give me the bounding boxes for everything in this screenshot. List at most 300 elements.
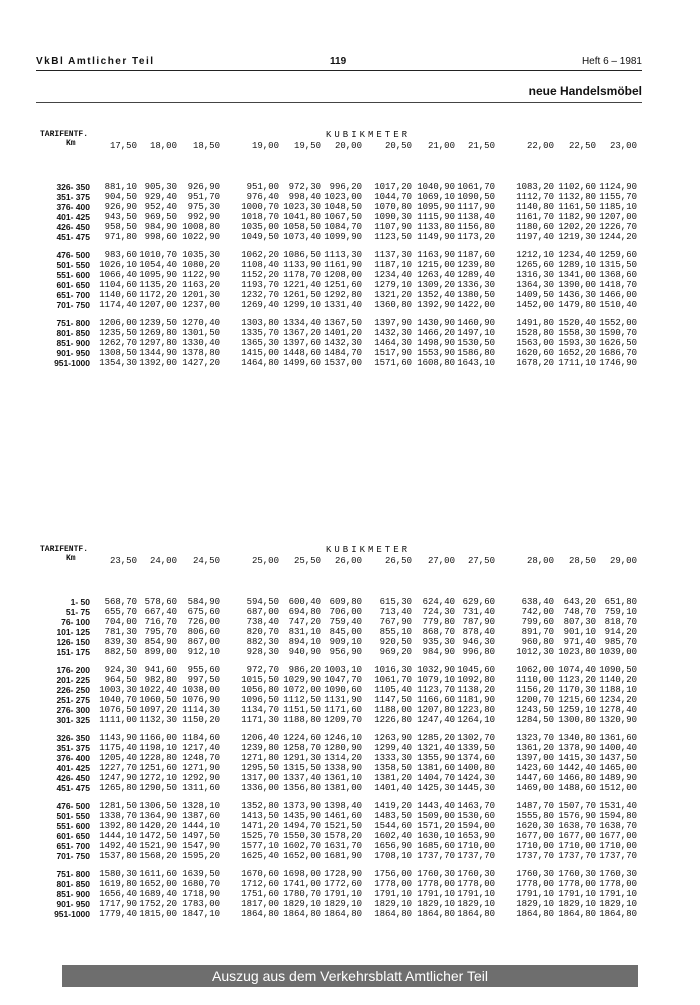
rate-cell: 1207,00 [139,300,177,310]
rate-cell: 1620,30 [516,821,554,831]
rate-cell: 1337,40 [283,773,321,783]
rate-cell: 1760,30 [457,869,495,879]
km-range: 1- 50 [70,597,90,607]
value-column [443,597,495,919]
rate-cell: 1341,00 [558,270,596,280]
rate-cell: 1712,60 [241,879,279,889]
rate-cell: 1626,50 [599,338,637,348]
rate-cell: 1314,20 [324,753,362,763]
rate-cell: 1608,80 [417,358,455,368]
rate-cell: 1140,80 [516,202,554,212]
rate-cell: 1015,50 [241,675,279,685]
rate-cell: 1445,30 [457,783,495,793]
rate-cell: 1026,10 [99,260,137,270]
rate-cell: 1226,70 [599,222,637,232]
rate-cell: 738,40 [246,617,279,627]
rate-cell: 1123,70 [417,685,455,695]
rate-cell: 1333,30 [374,753,412,763]
rate-cell: 1444,10 [99,831,137,841]
rate-cell: 1018,70 [241,212,279,222]
rate-cell: 1070,80 [374,202,412,212]
rate-cell: 1328,10 [182,801,220,811]
rate-cell: 1193,70 [241,280,279,290]
rate-cell: 984,90 [422,647,455,657]
rate-cell: 1309,20 [417,280,455,290]
range-column [40,182,90,368]
rate-cell: 1022,90 [182,232,220,242]
rate-cell: 1090,50 [599,665,637,675]
rate-cell: 1315,50 [283,763,321,773]
group-gap [310,657,362,665]
rate-cell: 1048,50 [324,202,362,212]
km-range: 476- 500 [56,801,90,811]
rate-cell: 1415,00 [241,348,279,358]
rate-cell: 1550,30 [283,831,321,841]
rate-cell: 1469,00 [516,783,554,793]
rate-cell: 1680,70 [182,879,220,889]
rate-cell: 1685,60 [417,841,455,851]
rate-cell: 1681,90 [324,851,362,861]
rate-cell: 972,70 [246,665,279,675]
rate-cell: 1578,20 [324,831,362,841]
rate-cell: 1537,80 [99,851,137,861]
rate-cell: 905,30 [144,182,177,192]
rate-cell: 1364,30 [516,280,554,290]
rate-cell: 1292,80 [324,290,362,300]
rate-cell: 1138,20 [457,685,495,695]
rate-cell: 1576,90 [558,811,596,821]
group-gap [310,861,362,869]
rate-cell: 1278,40 [599,705,637,715]
rate-cell: 1265,60 [516,260,554,270]
rate-cell: 1032,90 [417,665,455,675]
rate-cell: 1751,60 [241,889,279,899]
rate-cell: 1269,40 [241,300,279,310]
rate-cell: 1175,40 [99,743,137,753]
rate-cell: 1202,20 [558,222,596,232]
rate-cell: 1484,70 [324,348,362,358]
rate-cell: 1442,40 [558,763,596,773]
rate-cell: 651,80 [604,597,637,607]
rate-cell: 1035,00 [241,222,279,232]
rate-cell: 1117,90 [457,202,495,212]
rate-cell: 1228,80 [139,753,177,763]
km-range: 601- 650 [56,831,90,841]
rate-cell: 742,00 [521,607,554,617]
km-range: 276- 300 [56,705,90,715]
rate-cell: 1265,80 [99,783,137,793]
value-column [585,597,637,919]
column-header: 25,50 [293,556,321,566]
rate-cell: 960,80 [521,637,554,647]
rate-cell: 1289,40 [457,270,495,280]
rate-cell: 594,50 [246,597,279,607]
rate-cell: 1355,90 [417,753,455,763]
rate-cell: 904,50 [104,192,137,202]
rate-cell: 1124,90 [599,182,637,192]
rate-cell: 1791,10 [558,889,596,899]
rate-cell: 845,00 [329,627,362,637]
rate-cell: 926,90 [187,182,220,192]
rate-cell: 1378,90 [558,743,596,753]
rate-cell: 998,40 [288,192,321,202]
rate-cell: 1864,80 [457,909,495,919]
rate-cell: 1270,40 [182,318,220,328]
rate-cell: 1378,80 [182,348,220,358]
rate-cell: 1352,40 [417,290,455,300]
rate-cell: 1151,50 [283,705,321,715]
rate-cell: 1306,50 [139,801,177,811]
rate-cell: 1083,20 [516,182,554,192]
issue-label: Heft 6 – 1981 [581,56,642,67]
tarif-label [40,545,88,563]
rate-cell: 1300,80 [558,715,596,725]
rate-cell: 1507,70 [558,801,596,811]
rate-cell: 1090,30 [374,212,412,222]
rate-cell: 951,70 [187,192,220,202]
rate-cell: 1338,90 [324,763,362,773]
km-range: 426- 450 [56,222,90,232]
rate-cell: 1076,50 [99,705,137,715]
rate-cell: 1737,70 [558,851,596,861]
column-header: 24,50 [192,556,220,566]
rate-cell: 1123,50 [374,232,412,242]
rate-cell: 1269,80 [139,328,177,338]
rate-cell: 1171,30 [241,715,279,725]
rate-cell: 1571,20 [417,821,455,831]
rate-cell: 795,70 [144,627,177,637]
section-title: neue Handelsmöbel [528,84,642,98]
rate-cell: 1184,60 [182,733,220,743]
rate-cell: 1620,60 [516,348,554,358]
rate-cell: 1381,60 [417,763,455,773]
rate-cell: 1639,50 [182,869,220,879]
rate-cell: 1114,30 [182,705,220,715]
rate-cell: 1447,60 [516,773,554,783]
rate-cell: 1531,40 [599,801,637,811]
rate-cell: 1418,70 [599,280,637,290]
rate-cell: 1778,00 [417,879,455,889]
rate-cell: 912,10 [187,647,220,657]
rate-cell: 1630,10 [417,831,455,841]
rate-cell: 946,30 [462,637,495,647]
rate-cell: 1829,10 [374,899,412,909]
footer-banner: Auszug aus dem Verkehrsblatt Amtlicher Teil [62,965,638,987]
rate-cell: 952,40 [144,202,177,212]
rate-cell: 1061,70 [374,675,412,685]
rate-cell: 1593,30 [558,338,596,348]
rate-cell: 920,50 [379,637,412,647]
rate-cell: 1172,20 [139,290,177,300]
rate-cell: 1247,90 [99,773,137,783]
rate-cell: 1010,70 [139,250,177,260]
rate-cell: 1227,70 [99,763,137,773]
rate-cell: 1291,30 [283,753,321,763]
rate-cell: 1022,40 [139,685,177,695]
km-range: 801- 850 [56,328,90,338]
km-range: 251- 275 [56,695,90,705]
rate-cell: 1420,20 [139,821,177,831]
rate-cell: 1321,20 [374,290,412,300]
rate-cell: 1316,30 [516,270,554,280]
rate-cell: 1095,90 [139,270,177,280]
rate-cell: 624,40 [422,597,455,607]
rate-cell: 713,40 [379,607,412,617]
km-range: 326- 350 [56,733,90,743]
column-header: 28,00 [526,556,554,566]
rate-cell: 1737,70 [599,851,637,861]
rate-cell: 1223,80 [457,705,495,715]
group-gap [310,793,362,801]
rate-cell: 1448,60 [283,348,321,358]
rate-cell: 1133,80 [417,222,455,232]
rate-cell: 1401,20 [324,328,362,338]
km-range: 176- 200 [56,665,90,675]
rate-cell: 1708,10 [374,851,412,861]
rate-cell: 1525,70 [241,831,279,841]
rate-cell: 964,50 [104,675,137,685]
rate-cell: 1097,20 [139,705,177,715]
rate-cell: 806,60 [187,627,220,637]
rate-cell: 655,70 [104,607,137,617]
column-header: 27,50 [467,556,495,566]
page-number: 119 [330,56,347,67]
km-range: 951-1000 [54,909,90,919]
rate-cell: 1079,10 [417,675,455,685]
km-range: 601- 650 [56,280,90,290]
rate-cell: 1207,00 [599,212,637,222]
rate-cell: 1239,80 [241,743,279,753]
rate-cell: 1321,40 [417,743,455,753]
rate-cell: 1197,40 [516,232,554,242]
rate-cell: 1188,80 [283,715,321,725]
rate-cell: 1829,10 [283,899,321,909]
rate-cell: 1205,40 [99,753,137,763]
rate-cell: 996,20 [329,182,362,192]
rate-cell: 799,60 [521,617,554,627]
rate-cell: 1530,60 [457,811,495,821]
group-gap [585,242,637,250]
rate-cell: 976,40 [246,192,279,202]
km-range: 651- 700 [56,290,90,300]
rate-cell: 1780,70 [283,889,321,899]
column-header: 18,00 [149,141,177,151]
rate-cell: 1602,70 [283,841,321,851]
rate-cell: 1586,80 [457,348,495,358]
rate-cell: 1652,20 [558,348,596,358]
rate-cell: 1698,00 [283,869,321,879]
rate-cell: 1483,50 [374,811,412,821]
rate-cell: 1778,00 [599,879,637,889]
rate-cell: 1791,10 [457,889,495,899]
rate-cell: 1398,40 [324,801,362,811]
rate-cell: 1652,00 [283,851,321,861]
km-range [40,725,90,733]
rate-cell: 1317,00 [241,773,279,783]
rate-cell: 1301,50 [182,328,220,338]
rate-cell: 1131,90 [324,695,362,705]
rate-cell: 724,30 [422,607,455,617]
rate-cell: 1594,00 [457,821,495,831]
rate-cell: 731,40 [462,607,495,617]
rate-cell: 1491,80 [516,318,554,328]
rate-cell: 1558,30 [558,328,596,338]
km-range: 201- 225 [56,675,90,685]
rate-cell: 882,50 [104,647,137,657]
rate-cell: 1791,10 [417,889,455,899]
rate-cell: 1791,10 [374,889,412,899]
rate-cell: 1331,40 [324,300,362,310]
group-gap [443,861,495,869]
rate-cell: 1425,30 [417,783,455,793]
group-gap [310,242,362,250]
rate-cell: 818,70 [604,617,637,627]
group-gap [443,793,495,801]
rate-cell: 1330,40 [182,338,220,348]
km-range: 651- 700 [56,841,90,851]
rate-cell: 1424,30 [457,773,495,783]
rate-cell: 1413,50 [241,811,279,821]
rate-cell: 894,10 [288,637,321,647]
km-range: 351- 375 [56,192,90,202]
rate-cell: 1472,50 [139,831,177,841]
rate-cell: 855,10 [379,627,412,637]
km-range: 751- 800 [56,869,90,879]
rate-cell: 1339,50 [457,743,495,753]
km-range: 326- 350 [56,182,90,192]
km-range: 951-1000 [54,358,90,368]
rate-cell: 1099,90 [324,232,362,242]
range-column [40,597,90,919]
rate-cell: 914,20 [604,627,637,637]
rate-cell: 1367,20 [283,328,321,338]
rate-cell: 1864,80 [516,909,554,919]
rate-cell: 1361,60 [599,733,637,743]
rate-cell: 1215,60 [558,695,596,705]
rate-cell: 1552,00 [599,318,637,328]
rate-cell: 997,50 [187,675,220,685]
km-range: 226- 250 [56,685,90,695]
rate-cell: 1140,20 [599,675,637,685]
rate-cell: 1112,50 [283,695,321,705]
km-range: 901- 950 [56,899,90,909]
rate-cell: 1677,00 [558,831,596,841]
column-header: 23,00 [609,141,637,151]
rate-cell: 779,80 [422,617,455,627]
rate-cell: 1096,50 [241,695,279,705]
rate-cell: 1512,00 [599,783,637,793]
rate-cell: 1354,30 [99,358,137,368]
rate-cell: 1381,20 [374,773,412,783]
rate-cell: 1289,10 [558,260,596,270]
rate-cell: 1271,90 [182,763,220,773]
tarif-label-text: TARIFENTF. [40,130,89,139]
rate-cell: 1122,90 [182,270,220,280]
rate-cell: 1427,20 [182,358,220,368]
rate-cell: 1258,70 [283,743,321,753]
value-column [168,597,220,919]
group-gap [168,861,220,869]
km-range: 901- 950 [56,348,90,358]
km-label: Km [66,554,76,563]
rate-cell: 1718,90 [182,889,220,899]
tarif-label-text: TARIFENTF. [40,545,89,554]
rate-cell: 1261,50 [283,290,321,300]
column-header: 23,50 [109,556,137,566]
rate-cell: 1465,00 [599,763,637,773]
rate-cell: 584,90 [187,597,220,607]
rate-cell: 1356,80 [283,783,321,793]
rate-cell: 1137,30 [374,250,412,260]
rate-cell: 1756,00 [374,869,412,879]
rate-cell: 1335,70 [241,328,279,338]
rate-cell: 747,20 [288,617,321,627]
rate-cell: 1198,10 [139,743,177,753]
rate-cell: 667,40 [144,607,177,617]
rate-cell: 1479,80 [558,300,596,310]
rate-cell: 1017,20 [374,182,412,192]
rate-cell: 1404,70 [417,773,455,783]
rate-cell: 1029,90 [283,675,321,685]
rate-cell: 1464,30 [374,338,412,348]
group-gap [585,657,637,665]
rate-cell: 1090,50 [457,192,495,202]
rate-cell: 1107,90 [374,222,412,232]
rate-cell: 1212,10 [516,250,554,260]
rate-cell: 1400,40 [599,743,637,753]
km-range: 126- 150 [56,637,90,647]
tarif-label [40,130,88,148]
rate-cell: 1272,10 [139,773,177,783]
rate-cell: 1132,80 [558,192,596,202]
rate-cell: 1380,50 [457,290,495,300]
rate-cell: 941,60 [144,665,177,675]
rate-cell: 1829,10 [599,899,637,909]
rate-cell: 1323,70 [516,733,554,743]
rate-cell: 1299,10 [283,300,321,310]
rate-cell: 1432,30 [324,338,362,348]
rate-cell: 675,60 [187,607,220,617]
rate-cell: 1061,70 [457,182,495,192]
rate-cell: 1143,90 [99,733,137,743]
rate-cell: 1471,20 [241,821,279,831]
group-gap [168,725,220,733]
rate-cell: 1422,00 [457,300,495,310]
rate-cell: 781,30 [104,627,137,637]
column-header: 17,50 [109,141,137,151]
rate-cell: 881,10 [104,182,137,192]
rate-cell: 1509,00 [417,811,455,821]
rate-cell: 1263,90 [374,733,412,743]
column-header: 18,50 [192,141,220,151]
km-range: 376- 400 [56,753,90,763]
rate-cell: 1262,70 [99,338,137,348]
rate-cell: 1710,00 [558,841,596,851]
rate-cell: 1498,90 [417,338,455,348]
group-gap [443,725,495,733]
rate-cell: 1397,60 [283,338,321,348]
rate-cell: 1460,90 [457,318,495,328]
rate-cell: 643,20 [563,597,596,607]
rate-cell: 1221,40 [283,280,321,290]
rate-cell: 1209,70 [324,715,362,725]
group-gap [585,793,637,801]
rate-cell: 1741,00 [283,879,321,889]
group-gap [443,310,495,318]
rate-cell: 1041,80 [283,212,321,222]
rate-cell: 1656,90 [374,841,412,851]
rate-cell: 1568,20 [139,851,177,861]
